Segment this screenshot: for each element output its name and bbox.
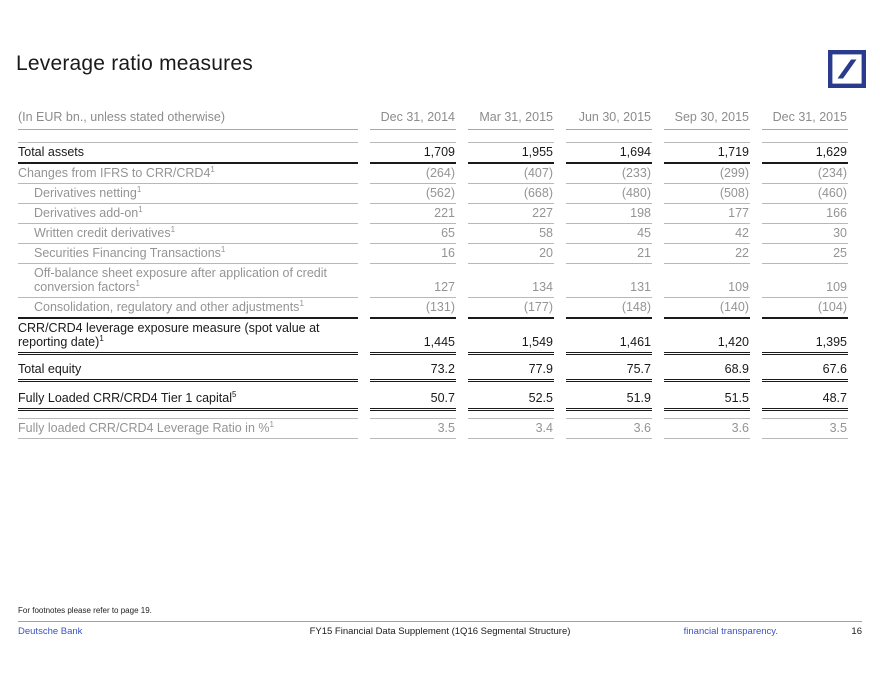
row-value: 73.2	[370, 360, 456, 382]
spacer-row	[18, 411, 848, 418]
column-header: Jun 30, 2015	[566, 106, 652, 130]
row-value: 1,395	[762, 319, 848, 355]
table-row	[18, 164, 848, 184]
row-value: 166	[762, 204, 848, 224]
row-value: 3.5	[370, 418, 456, 439]
row-value: (508)	[664, 184, 750, 204]
table-row	[18, 204, 848, 224]
row-value: 131	[566, 264, 652, 298]
table-row	[18, 184, 848, 204]
column-header: Sep 30, 2015	[664, 106, 750, 130]
row-value: 25	[762, 244, 848, 264]
row-value: 1,709	[370, 142, 456, 164]
row-value: 20	[468, 244, 554, 264]
row-value: (460)	[762, 184, 848, 204]
row-value: 3.6	[664, 418, 750, 439]
deutsche-bank-logo-icon	[828, 50, 866, 88]
row-value: 65	[370, 224, 456, 244]
footer-divider	[18, 621, 862, 622]
row-value: (131)	[370, 298, 456, 319]
row-value: (668)	[468, 184, 554, 204]
row-value: 3.4	[468, 418, 554, 439]
row-value: 1,445	[370, 319, 456, 355]
row-value: 109	[664, 264, 750, 298]
row-value: 16	[370, 244, 456, 264]
page-title: Leverage ratio measures	[16, 52, 253, 75]
table-row	[18, 298, 848, 319]
footnote-text: For footnotes please refer to page 19.	[18, 606, 152, 615]
row-value: 1,719	[664, 142, 750, 164]
row-value: 68.9	[664, 360, 750, 382]
table-row	[18, 389, 848, 411]
row-value: (480)	[566, 184, 652, 204]
row-label: Total equity	[18, 360, 358, 382]
row-value: (104)	[762, 298, 848, 319]
column-header: Dec 31, 2014	[370, 106, 456, 130]
table-row	[18, 360, 848, 382]
footer-tagline: financial transparency.	[683, 626, 778, 637]
row-value: 50.7	[370, 389, 456, 411]
row-value: 67.6	[762, 360, 848, 382]
row-value: 177	[664, 204, 750, 224]
column-header: Mar 31, 2015	[468, 106, 554, 130]
table-row	[18, 244, 848, 264]
row-value: 1,549	[468, 319, 554, 355]
table-row	[18, 264, 848, 298]
table-header-row	[18, 106, 848, 130]
row-value: 30	[762, 224, 848, 244]
row-value: 1,694	[566, 142, 652, 164]
row-value: 221	[370, 204, 456, 224]
row-label: Off-balance sheet exposure after application of credit conversion factors$^1$	[18, 264, 358, 298]
row-value: (299)	[664, 164, 750, 184]
footnote-marker: 1	[99, 333, 104, 343]
row-value: 1,629	[762, 142, 848, 164]
row-value: (233)	[566, 164, 652, 184]
row-value: 21	[566, 244, 652, 264]
row-value: 227	[468, 204, 554, 224]
row-label: Securities Financing Transactions$^1$	[18, 244, 358, 264]
row-label: CRR/CRD4 leverage exposure measure (spot value at reporting date)$^1$	[18, 319, 358, 355]
row-value: 127	[370, 264, 456, 298]
footnote-marker: 1	[135, 278, 140, 288]
row-value: 134	[468, 264, 554, 298]
row-value: 48.7	[762, 389, 848, 411]
row-value: (562)	[370, 184, 456, 204]
table-row	[18, 224, 848, 244]
row-label: Derivatives netting$^1$	[18, 184, 358, 204]
footnote-marker: 1	[220, 244, 226, 254]
footnote-marker: 1	[138, 204, 143, 214]
row-value: 45	[566, 224, 652, 244]
table-row	[18, 418, 848, 439]
spacer-row	[18, 382, 848, 389]
table-row	[18, 319, 848, 355]
row-label: Derivatives add-$on^1$	[18, 204, 358, 224]
row-value: (407)	[468, 164, 554, 184]
row-value: (140)	[664, 298, 750, 319]
footer-document-title: FY15 Financial Data Supplement (1Q16 Segmental Structure)	[309, 626, 571, 637]
row-label: Written credit derivatives$^1$	[18, 224, 358, 244]
table-row	[18, 142, 848, 164]
row-value: 109	[762, 264, 848, 298]
row-value: 52.5	[468, 389, 554, 411]
row-value: (234)	[762, 164, 848, 184]
footnote-marker: 1	[210, 164, 215, 174]
row-value: 1,461	[566, 319, 652, 355]
leverage-table-wrap	[6, 106, 860, 439]
footnote-marker: 1	[170, 224, 176, 234]
row-value: 22	[664, 244, 750, 264]
row-label: Fully Loaded CRR/CRD4 Tier 1 capital$^5$	[18, 389, 358, 411]
footnote-marker: 1	[269, 419, 274, 429]
row-value: 51.5	[664, 389, 750, 411]
row-value: 1,955	[468, 142, 554, 164]
row-value: (148)	[566, 298, 652, 319]
row-value: (264)	[370, 164, 456, 184]
row-value: (177)	[468, 298, 554, 319]
row-value: 77.9	[468, 360, 554, 382]
column-header: Dec 31, 2015	[762, 106, 848, 130]
table-body	[18, 130, 848, 439]
unit-label: (In EUR bn., unless stated otherwise)	[18, 106, 358, 130]
row-label: Fully loaded CRR/CRD4 Leverage Ratio in %$^1$	[18, 418, 358, 439]
row-value: 1,420	[664, 319, 750, 355]
row-label: Changes from IFRS to CRR/$CRD4^1$	[18, 164, 358, 184]
row-value: 42	[664, 224, 750, 244]
footnote-marker: 1	[299, 298, 304, 308]
spacer-row	[18, 130, 848, 142]
footer-bar	[18, 626, 862, 640]
row-value: 75.7	[566, 360, 652, 382]
footer-page-number: 16	[851, 626, 862, 637]
row-label: Total assets	[18, 142, 358, 164]
row-value: 51.9	[566, 389, 652, 411]
footer-brand: Deutsche Bank	[18, 626, 83, 637]
footnote-marker: 5	[231, 389, 237, 399]
row-value: 58	[468, 224, 554, 244]
leverage-ratio-table	[6, 106, 860, 439]
row-label: Consolidation, regulatory and other adjustments$^1$	[18, 298, 358, 319]
row-value: 3.5	[762, 418, 848, 439]
row-value: 198	[566, 204, 652, 224]
row-value: 3.6	[566, 418, 652, 439]
footnote-marker: 1	[136, 184, 142, 194]
